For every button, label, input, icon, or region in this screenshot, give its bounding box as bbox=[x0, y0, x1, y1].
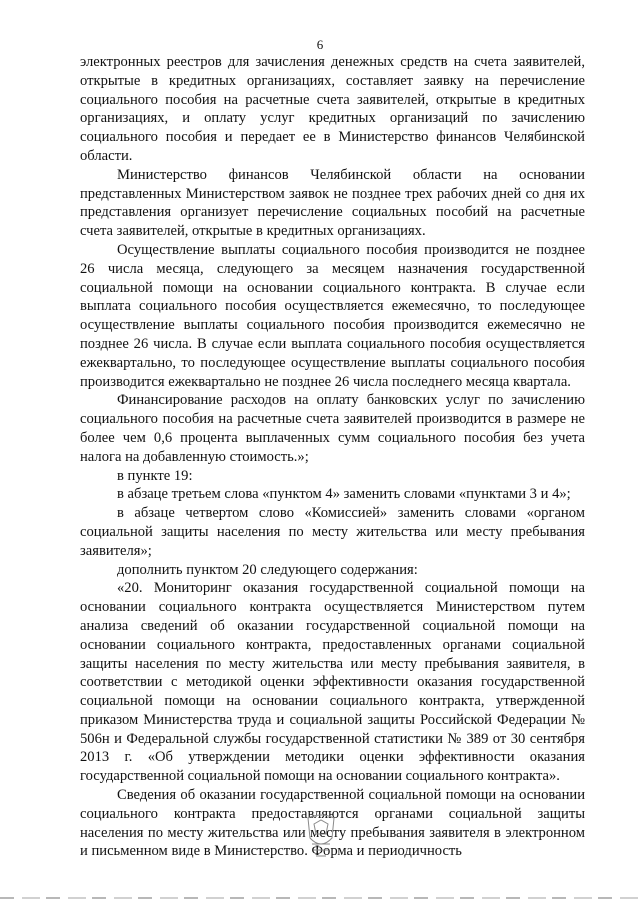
paragraph: Сведения об оказании государственной социальной помощи на основании социального контракта предоставляются органами социальной защиты населения по месту жительства или месту пребывания заявителя в электронном и письменном виде в Министерство. Форма и периодичность bbox=[80, 787, 585, 860]
paragraph: электронных реестров для зачисления денежных средств на счета заявителей, открытые в кредитных организациях, составляет заявку на перечисление социального пособия на расчетные счета заявителей, открытые в кредитных организациях, и оплату услуг кредитных организаций по зачислению социального пособия и передает ее в Министерство финансов Челябинской области. bbox=[80, 54, 585, 164]
paragraph: в абзаце третьем слова «пунктом 4» заменить словами «пунктами 3 и 4»; bbox=[117, 486, 571, 503]
paragraph: Министерство финансов Челябинской области на основании представленных Министерством заявок не позднее трех рабочих дней со дня их представления организует перечисление социальных пособий на расчетные счета заявителей, открытые в кредитных организациях. bbox=[80, 166, 585, 240]
paragraph: дополнить пунктом 20 следующего содержания: bbox=[117, 561, 418, 578]
paragraph: «20. Мониторинг оказания государственной социальной помощи на основании социального контракта осуществляется Министерством путем анализа сведений об оказании государственной социальной помощи на основании социального контракта, предоставленных органами социальной защиты населения по месту жительства или месту пребывания заявителя, в соответствии с методикой оценки эффективности оказания государственной социальной помощи на основании социального контракта, утвержденной приказом Министерства труда и социальной защиты Российской Федерации № 506н и Федеральной службы государственной статистики № 389 от 30 сентября 2013 г. «Об утверждении методики оценки эффективности оказания государственной социальной помощи на основании социального контракта». bbox=[80, 580, 585, 785]
paragraph: в пункте 19: bbox=[117, 467, 193, 484]
emblem-stamp-icon bbox=[300, 812, 342, 860]
paragraph: в абзаце четвертом слово «Комиссией» заменить словами «органом социальной защиты населения по месту жительства или месту пребывания заявителя»; bbox=[80, 505, 585, 559]
paragraph: Финансирование расходов на оплату банковских услуг по зачислению социального пособия на расчетные счета заявителей производится в размере не более чем 0,6 процента выплаченных сумм социального пособия без учета налога на добавленную стоимость.»; bbox=[80, 392, 585, 465]
body-text bbox=[80, 53, 585, 861]
page-number: 6 bbox=[316, 37, 324, 52]
scan-artifact-line bbox=[0, 897, 640, 899]
paragraph: Осуществление выплаты социального пособия производится не позднее 26 числа месяца, следующего за месяцем назначения государственной социальной помощи на основании социального контракта. В случае если выплата социального пособия осуществляется ежемесячно, то последующее осуществление выплаты социального пособия производится ежемесячно не позднее 26 числа. В случае если выплата социального пособия осуществляется ежеквартально, то последующее осуществление выплаты социального пособия производится ежеквартально не позднее 26 числа последнего месяца квартала. bbox=[80, 241, 585, 390]
